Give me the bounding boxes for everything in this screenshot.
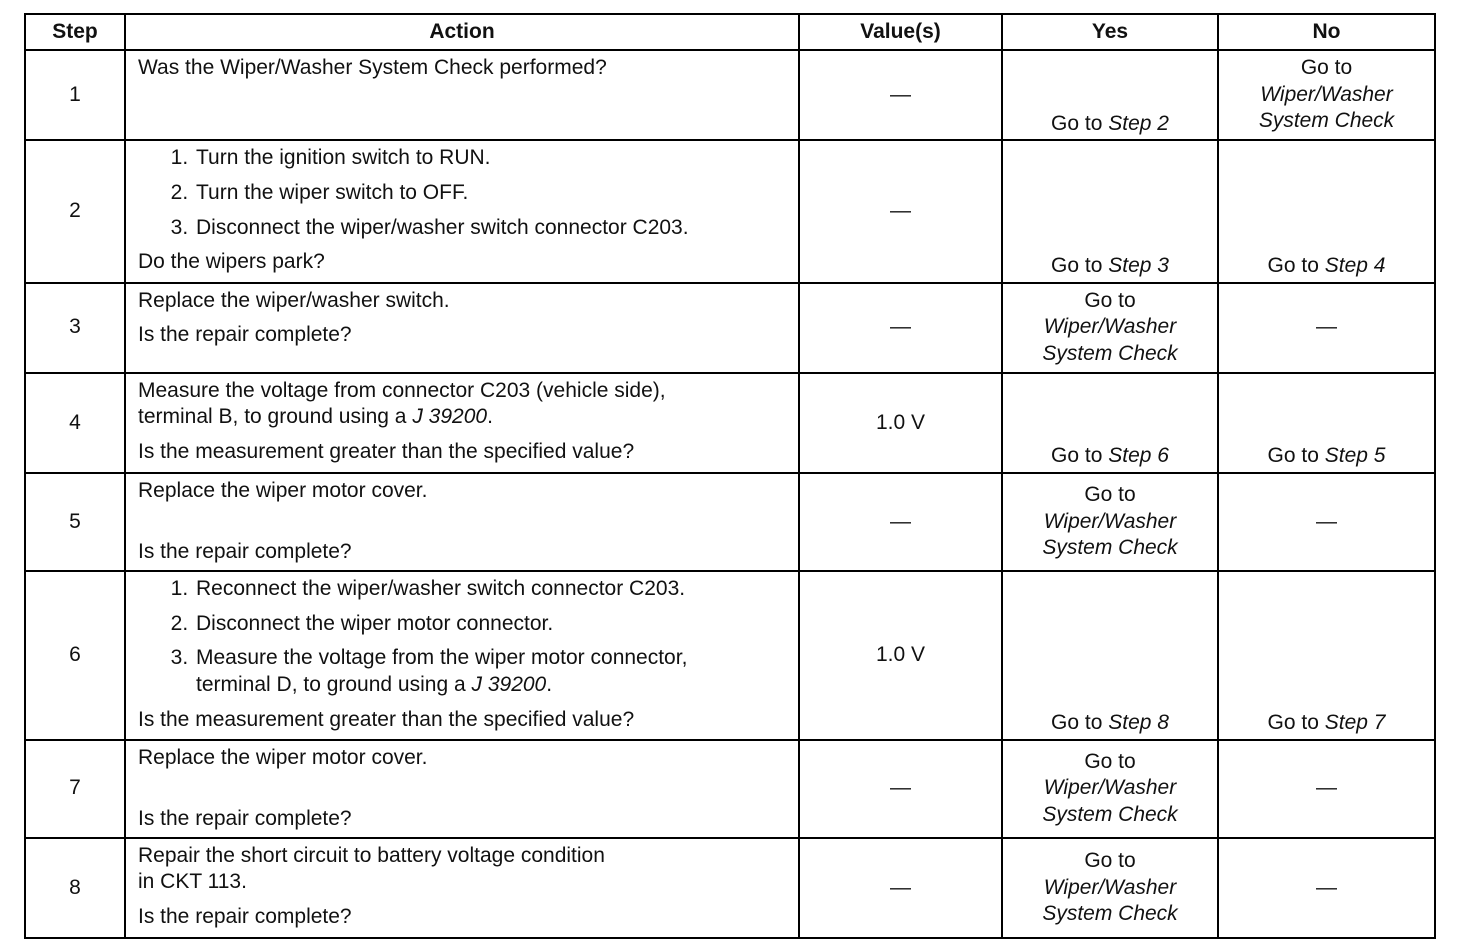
- action-step: 1. Reconnect the wiper/washer switch connector C203.: [194, 576, 790, 603]
- table-row: [25, 283, 1435, 373]
- yes-link[interactable]: System Check: [1042, 536, 1178, 560]
- action-cell: [125, 740, 799, 838]
- action-step: 1. Turn the ignition switch to RUN.: [194, 145, 790, 172]
- no-prefix: Go to: [1267, 710, 1319, 734]
- action-question: Do the wipers park?: [138, 250, 325, 274]
- action-question: Is the repair complete?: [138, 905, 352, 929]
- action-text: Replace the wiper motor cover.: [138, 745, 428, 769]
- yes-cell: [1002, 473, 1218, 571]
- action-text-line: terminal B, to ground using a: [138, 405, 407, 429]
- action-step: 2. Disconnect the wiper motor connector.: [194, 611, 790, 638]
- value-cell: —: [799, 50, 1002, 140]
- table-row: [25, 838, 1435, 938]
- action-steps: [138, 576, 790, 699]
- yes-cell: [1002, 838, 1218, 938]
- yes-link[interactable]: System Check: [1042, 341, 1178, 365]
- header-no: No: [1218, 14, 1435, 50]
- action-text: Replace the wiper/washer switch.: [138, 288, 450, 312]
- header-row: [25, 14, 1435, 50]
- step-number: 4: [25, 373, 125, 473]
- action-question: Is the repair complete?: [138, 540, 352, 564]
- action-question: Is the measurement greater than the specified value?: [138, 440, 635, 464]
- value-cell: —: [799, 283, 1002, 373]
- yes-prefix: Go to: [1051, 253, 1103, 277]
- action-step: 3. Disconnect the wiper/washer switch connector C203.: [194, 215, 790, 242]
- table-row: [25, 373, 1435, 473]
- action-step: [194, 645, 790, 698]
- yes-cell: [1002, 140, 1218, 282]
- value-cell: 1.0 V: [799, 373, 1002, 473]
- no-cell: —: [1218, 473, 1435, 571]
- yes-prefix: Go to: [1051, 444, 1103, 468]
- step-number: 3: [25, 283, 125, 373]
- tool-name: J 39200: [471, 673, 547, 697]
- yes-cell: [1002, 283, 1218, 373]
- action-text: Replace the wiper motor cover.: [138, 478, 428, 502]
- yes-link[interactable]: System Check: [1042, 802, 1178, 826]
- action-text-end: .: [487, 405, 493, 429]
- diagnostic-table: [24, 13, 1436, 939]
- no-prefix: Go to: [1300, 56, 1353, 79]
- step-number: 8: [25, 838, 125, 938]
- no-cell: [1218, 140, 1435, 282]
- action-cell: [125, 473, 799, 571]
- yes-link[interactable]: Step 2: [1108, 111, 1169, 135]
- value-cell: —: [799, 473, 1002, 571]
- yes-cell: [1002, 571, 1218, 739]
- yes-link[interactable]: Step 8: [1108, 710, 1169, 734]
- action-text-line: Repair the short circuit to battery voltage condition: [138, 843, 605, 867]
- no-cell: [1218, 50, 1435, 140]
- table-row: [25, 50, 1435, 140]
- table-row: [25, 740, 1435, 838]
- action-step-line: terminal D, to ground using a: [196, 673, 466, 697]
- no-cell: —: [1218, 283, 1435, 373]
- action-text-line: in CKT 113.: [138, 870, 247, 894]
- table-row: [25, 473, 1435, 571]
- no-link[interactable]: Wiper/Washer: [1260, 82, 1393, 106]
- yes-link[interactable]: Step 3: [1108, 253, 1169, 277]
- no-cell: [1218, 373, 1435, 473]
- action-cell: [125, 373, 799, 473]
- action-question: Is the repair complete?: [138, 806, 352, 830]
- yes-link[interactable]: Wiper/Washer: [1043, 315, 1177, 339]
- tool-name: J 39200: [412, 405, 488, 429]
- no-cell: [1218, 571, 1435, 739]
- action-question: Is the measurement greater than the specified value?: [138, 707, 635, 731]
- yes-link[interactable]: System Check: [1042, 902, 1178, 926]
- yes-prefix: Go to: [1051, 111, 1103, 135]
- step-number: 2: [25, 140, 125, 282]
- yes-cell: [1002, 373, 1218, 473]
- action-cell: [125, 140, 799, 282]
- yes-link[interactable]: Step 6: [1108, 444, 1169, 468]
- value-cell: 1.0 V: [799, 571, 1002, 739]
- no-link[interactable]: Step 4: [1324, 253, 1386, 277]
- action-text-line: Measure the voltage from connector C203 (vehicle side),: [138, 378, 666, 402]
- value-cell: —: [799, 838, 1002, 938]
- action-cell: [125, 571, 799, 739]
- action-text: [138, 378, 790, 431]
- action-step-end: .: [546, 673, 553, 697]
- value-cell: —: [799, 140, 1002, 282]
- yes-prefix: Go to: [1084, 483, 1136, 507]
- header-values: Value(s): [799, 14, 1002, 50]
- yes-link[interactable]: Wiper/Washer: [1043, 875, 1177, 899]
- step-number: 5: [25, 473, 125, 571]
- yes-cell: [1002, 50, 1218, 140]
- action-question: Is the repair complete?: [138, 323, 352, 347]
- no-link[interactable]: Step 5: [1324, 444, 1386, 468]
- action-step: 2. Turn the wiper switch to OFF.: [194, 180, 790, 207]
- yes-cell: [1002, 740, 1218, 838]
- no-cell: —: [1218, 838, 1435, 938]
- yes-link[interactable]: Wiper/Washer: [1043, 776, 1177, 800]
- action-text: [138, 843, 790, 896]
- action-step-line: Measure the voltage from the wiper motor connector,: [196, 646, 688, 670]
- action-cell: [125, 50, 799, 140]
- action-steps: [138, 145, 790, 241]
- no-link[interactable]: Step 7: [1324, 710, 1386, 734]
- value-cell: —: [799, 740, 1002, 838]
- step-number: 7: [25, 740, 125, 838]
- yes-prefix: Go to: [1084, 848, 1136, 872]
- header-yes: Yes: [1002, 14, 1218, 50]
- yes-prefix: Go to: [1051, 710, 1103, 734]
- yes-link[interactable]: Wiper/Washer: [1043, 509, 1177, 533]
- action-cell: [125, 283, 799, 373]
- step-number: 6: [25, 571, 125, 739]
- no-prefix: Go to: [1267, 444, 1319, 468]
- action-cell: [125, 838, 799, 938]
- no-cell: —: [1218, 740, 1435, 838]
- yes-prefix: Go to: [1084, 288, 1136, 312]
- yes-prefix: Go to: [1084, 749, 1136, 773]
- header-action: Action: [125, 14, 799, 50]
- no-prefix: Go to: [1267, 253, 1319, 277]
- table-row: [25, 571, 1435, 739]
- table-row: [25, 140, 1435, 282]
- no-link[interactable]: System Check: [1258, 109, 1395, 133]
- action-text: Was the Wiper/Washer System Check performed?: [138, 56, 607, 79]
- step-number: 1: [25, 50, 125, 140]
- header-step: Step: [25, 14, 125, 50]
